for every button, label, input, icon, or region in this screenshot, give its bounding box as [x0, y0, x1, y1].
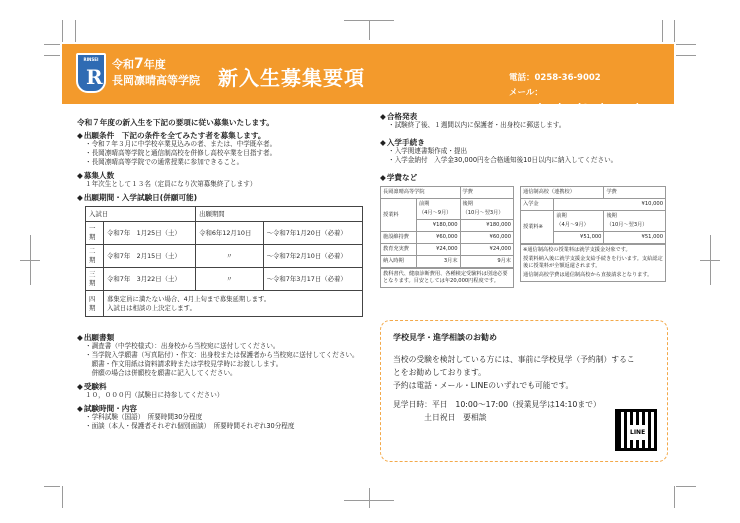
cell: 9月末	[460, 256, 513, 268]
crop-mark	[700, 260, 720, 261]
cell: ¥60,000	[460, 232, 513, 244]
crop-mark	[62, 20, 63, 42]
cell: 一期	[86, 222, 104, 245]
crop-mark	[75, 20, 76, 42]
cell: ¥51,000	[604, 232, 666, 244]
cell: 入学金	[521, 199, 554, 211]
left-column	[77, 118, 367, 431]
cell: 長岡凛晴高等学院	[381, 187, 461, 199]
email[interactable]: メール：nagaoka_rinsei@yahoo.co.jp	[509, 88, 645, 113]
cell: 〜令和7年1月20日（必着）	[263, 222, 362, 245]
cell: 教育充実費	[381, 244, 417, 256]
results-text: ・試験終了後、１週間以内に保護者・出身校に郵送します。	[388, 121, 566, 129]
second-half: 後期	[462, 201, 473, 207]
exam-content-item: ・面談（本人・保護者それぞれ個別面談） 所要時間それぞれ30分程度	[85, 422, 295, 430]
cell: ¥10,000	[554, 199, 666, 211]
table-row	[521, 187, 666, 199]
consultation-title: 学校見学・進学相談のお勧め	[393, 333, 497, 342]
condition-item: ・令和７年３月に中学校卒業見込みの者、または、中学既卒者。	[85, 140, 277, 148]
right-column	[380, 108, 670, 288]
cell: 〃	[196, 245, 264, 268]
first-half: 前期	[418, 201, 430, 207]
period-note: 募集定員に満たない場合、4月上旬まで募集延期します。	[107, 294, 271, 303]
cell: ¥180,000	[460, 220, 513, 232]
year-number: 7	[134, 56, 144, 72]
cell: 〃	[196, 268, 264, 291]
crop-mark	[674, 486, 675, 508]
school-name: 長岡凛晴高等学院	[112, 74, 200, 87]
condition-item: ・長岡凛晴高等学院での通常授業に参加できること。	[85, 158, 244, 166]
crop-mark	[44, 55, 60, 56]
fee-table-academy	[380, 186, 514, 288]
cell: 授業料	[381, 199, 417, 232]
intro-text: 令和７年度の新入生を下記の要項に従い募集いたします。	[77, 118, 274, 127]
crop-mark	[369, 20, 370, 40]
exam-content-item: ・学科試験（国語） 所要時間30分程度	[85, 413, 203, 421]
cell: 授業料※	[521, 211, 554, 244]
second-half: 後期	[606, 213, 617, 219]
school-year	[112, 56, 166, 72]
cell	[554, 211, 604, 232]
consultation-text: とをお勧めしております。	[393, 368, 486, 377]
table-row	[381, 244, 514, 256]
partner-fee-table	[520, 186, 666, 244]
first-half-months: （4月〜9月）	[556, 222, 589, 228]
admission-heading: ◆ 入学手続き	[380, 138, 670, 147]
cell: 二期	[86, 245, 104, 268]
fee-table-partner	[520, 186, 666, 288]
cell: 学費	[604, 187, 666, 199]
logo-letter: R	[86, 65, 103, 89]
cell: 四期	[86, 291, 104, 317]
page-title: 新入生募集要項	[218, 66, 365, 90]
cell: 学費	[460, 187, 513, 199]
capacity-heading: ◆ 募集人数	[77, 171, 367, 180]
cell: ¥60,000	[416, 232, 460, 244]
consultation-text: 予約は電話・メール・LINEのいずれでも可能です。	[393, 381, 574, 390]
admission-item: ・入学関連書類作成・提出	[388, 147, 468, 155]
cell: 3月末	[416, 256, 460, 268]
cell: 納入時期	[381, 256, 417, 268]
cell	[604, 211, 666, 232]
results-heading: ◆ 合格発表	[380, 112, 670, 121]
visit-weekend: 土日祝日 要相談	[393, 413, 487, 422]
crop-mark	[44, 486, 60, 487]
partner-fee-note: 授業料納入後に就学支援金支給手続きを行います。支給認定後に授業料が全額返還されます。	[523, 256, 663, 269]
cell: 令和6年12月10日	[196, 222, 264, 245]
cell: 通信制高校（連携校）	[521, 187, 604, 199]
visit-hours: 見学日時：平日 10:00〜17:00（授業見学は14:10まで）	[393, 400, 601, 409]
crop-mark	[676, 55, 696, 56]
crop-mark	[676, 486, 696, 487]
logo-text: RINSEI	[83, 57, 99, 62]
first-half: 前期	[556, 213, 567, 219]
header-period: 出願期間	[196, 207, 363, 222]
cell: 〜令和7年2月10日（必着）	[263, 245, 362, 268]
academy-fee-note: 教科書代、健康診断費用、各種検定受験料は別途必要となります。目安としては年20,000円程度です。	[380, 268, 514, 288]
cell: 三期	[86, 268, 104, 291]
cell: 令和7年 2月15日（土）	[104, 245, 196, 268]
partner-fee-note: 通信制高校学費は通信制高校から直接請求となります。	[523, 272, 653, 278]
cell	[416, 199, 460, 220]
crop-mark	[62, 486, 63, 508]
partner-fee-note: ※通信制高校の授業料は就学支援金対象です。	[523, 247, 631, 253]
table-row	[521, 199, 666, 211]
table-row	[381, 187, 514, 199]
document-item: 願書・作文用紙は資料請求時または学校見学時にお渡しします。	[85, 360, 283, 368]
document-item: 併願の場合は併願校を願書に記入してください。	[85, 369, 237, 377]
cell: ¥51,000	[554, 232, 604, 244]
consultation-box	[380, 320, 668, 462]
table-row	[381, 199, 514, 220]
cell	[104, 291, 363, 317]
period-heading: ◆ 出願期間・入学試験日(併願可能)	[77, 193, 367, 202]
academy-fee-table	[380, 186, 514, 268]
fees-heading: ◆ 学費など	[380, 173, 670, 182]
crop-mark	[674, 20, 675, 42]
table-row	[86, 245, 363, 268]
period-table	[85, 206, 363, 317]
cell: 施設維持費	[381, 232, 417, 244]
qr-label: LINE	[628, 425, 647, 440]
document-item: ・調査書（中学校様式）：出身校から当校宛に送付してください。	[85, 342, 280, 350]
first-half-months: （4月〜9月）	[418, 210, 452, 216]
cell: 令和7年 3月22日（土）	[104, 268, 196, 291]
cell	[460, 199, 513, 220]
year-suffix: 年度	[143, 58, 166, 71]
period-note: 入試日は相談の上決定します。	[107, 303, 196, 312]
table-row	[86, 222, 363, 245]
document-item: ・当学院入学願書（写真貼付）・作文：出身校または保護者から当校宛に送付してください。	[85, 351, 359, 359]
crop-mark	[369, 488, 370, 508]
exam-content-heading: ◆ 試験時間・内容	[77, 404, 367, 413]
crop-mark	[20, 260, 40, 261]
phone: 電話：0258-36-9002	[509, 73, 601, 83]
crop-mark	[44, 44, 60, 45]
condition-item: ・長岡凛晴高等学院と通信制高校を併修し高校卒業を目指す者。	[85, 149, 277, 157]
cell: 〜令和7年3月17日（必着）	[263, 268, 362, 291]
crop-mark	[662, 20, 663, 42]
cell: ¥24,000	[416, 244, 460, 256]
table-row	[381, 232, 514, 244]
documents-heading: ◆ 出願書類	[77, 333, 367, 342]
school-logo	[76, 53, 106, 93]
table-row	[86, 268, 363, 291]
table-row	[86, 291, 363, 317]
second-half-months: （10月〜翌3月）	[606, 222, 648, 228]
fee-tables	[380, 186, 670, 288]
cell: ¥180,000	[416, 220, 460, 232]
header-exam-date: 入試日	[86, 207, 196, 222]
table-header	[86, 207, 363, 222]
admission-item: ・入学金納付 入学金30,000円を合格通知後10日以内に納入してください。	[388, 156, 618, 164]
capacity-text: １年次生として１３名（定員になり次第募集終了します）	[85, 180, 257, 188]
conditions-heading: ◆ 出願条件 下記の条件を全てみたす者を募集します。	[77, 131, 367, 140]
line-qr-code[interactable]	[615, 409, 657, 451]
header-banner	[62, 44, 674, 113]
crop-mark	[676, 44, 696, 45]
second-half-months: （10月〜翌3月）	[462, 210, 504, 216]
exam-fee-heading: ◆ 受験料	[77, 382, 367, 391]
year-prefix: 令和	[112, 58, 134, 71]
table-row	[521, 211, 666, 232]
cell: ¥24,000	[460, 244, 513, 256]
consultation-text: 当校の受験を検討している方には、事前に学校見学（予約制）するこ	[393, 355, 635, 364]
partner-fee-notes	[520, 244, 666, 282]
cell: 令和7年 1月25日（土）	[104, 222, 196, 245]
flyer-page	[62, 44, 674, 484]
table-row	[381, 256, 514, 268]
exam-fee-text: １０，０００円（試験日に持参してください）	[85, 391, 224, 399]
